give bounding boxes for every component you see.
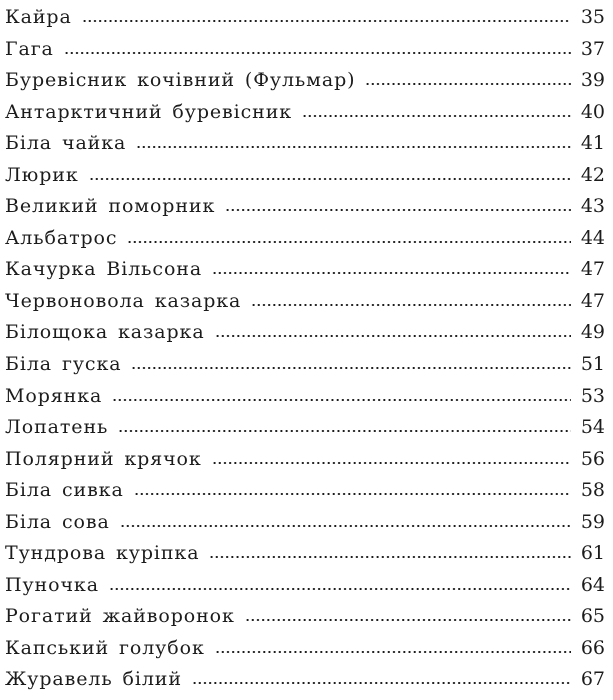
entry-title: Качурка Вільсона: [5, 258, 203, 281]
entry-page-number: 61: [580, 542, 605, 565]
toc-entry: [5, 570, 605, 602]
toc-entry: [5, 349, 605, 381]
entry-page-number: 42: [580, 163, 605, 186]
dot-leader: [302, 115, 571, 117]
entry-page-number: 66: [580, 636, 605, 659]
toc-entry: [5, 160, 605, 192]
dot-leader: [64, 52, 571, 54]
table-of-contents: [5, 2, 605, 696]
toc-entry: [5, 475, 605, 507]
entry-title: Біла чайка: [5, 132, 127, 155]
entry-title: Біла гуска: [5, 353, 122, 376]
toc-entry: [5, 507, 605, 539]
entry-page-number: 35: [580, 6, 605, 28]
entry-page-number: 41: [580, 132, 605, 155]
entry-page-number: 51: [580, 353, 605, 376]
entry-title: Кайра: [5, 6, 72, 28]
entry-page-number: 58: [580, 479, 605, 502]
toc-entry: [5, 601, 605, 633]
entry-title: Білощока казарка: [5, 321, 205, 344]
toc-entry: [5, 97, 605, 129]
toc-entry: [5, 381, 605, 413]
toc-entry: [5, 317, 605, 349]
dot-leader: [120, 525, 571, 527]
entry-page-number: 47: [580, 258, 605, 281]
entry-page-number: 54: [580, 416, 605, 439]
entry-title: Біла сивка: [5, 479, 124, 502]
entry-title: Альбатрос: [5, 226, 118, 249]
dot-leader: [209, 556, 571, 558]
entry-page-number: 37: [580, 37, 605, 60]
entry-page-number: 43: [580, 195, 605, 218]
entry-title: Рогатий жайворонок: [5, 605, 235, 628]
toc-entry: [5, 128, 605, 160]
entry-title: Пуночка: [5, 573, 99, 596]
toc-entry: [5, 254, 605, 286]
dot-leader: [365, 83, 571, 85]
entry-title: Журавель білий: [5, 668, 182, 691]
toc-entry: [5, 286, 605, 318]
entry-page-number: 49: [580, 321, 605, 344]
entry-page-number: 67: [580, 668, 605, 691]
dot-leader: [118, 430, 571, 432]
entry-page-number: 59: [580, 510, 605, 533]
dot-leader: [109, 588, 571, 590]
toc-entry: [5, 633, 605, 665]
dot-leader: [215, 651, 571, 653]
entry-title: Антарктичний буревісник: [5, 100, 293, 123]
entry-title: Гага: [5, 37, 54, 60]
entry-title: Морянка: [5, 384, 103, 407]
dot-leader: [131, 367, 571, 369]
dot-leader: [112, 399, 571, 401]
dot-leader: [192, 682, 571, 684]
dot-leader: [215, 335, 571, 337]
toc-entry: [5, 412, 605, 444]
dot-leader: [212, 462, 571, 464]
entry-title: Тундрова куріпка: [5, 542, 200, 565]
entry-page-number: 65: [580, 605, 605, 628]
entry-title: Люрик: [5, 163, 79, 186]
entry-page-number: 44: [580, 226, 605, 249]
toc-entry: [5, 538, 605, 570]
entry-title: Лопатень: [5, 416, 109, 439]
toc-entry: [5, 2, 605, 34]
toc-entry: [5, 223, 605, 255]
entry-title: Полярний крячок: [5, 447, 202, 470]
entry-page-number: 40: [580, 100, 605, 123]
entry-title: Червоновола казарка: [5, 289, 242, 312]
toc-entry: [5, 191, 605, 223]
entry-page-number: 53: [580, 384, 605, 407]
toc-entry: [5, 34, 605, 66]
entry-title: Біла сова: [5, 510, 110, 533]
entry-page-number: 39: [580, 69, 605, 92]
dot-leader: [251, 304, 571, 306]
toc-entry: [5, 444, 605, 476]
dot-leader: [89, 178, 571, 180]
toc-entry: [5, 65, 605, 97]
entry-page-number: 64: [580, 573, 605, 596]
entry-title: Великий поморник: [5, 195, 216, 218]
dot-leader: [134, 493, 571, 495]
entry-page-number: 47: [580, 289, 605, 312]
entry-title: Буревісник кочівний (Фульмар): [5, 69, 356, 92]
dot-leader: [212, 272, 571, 274]
dot-leader: [225, 209, 571, 211]
dot-leader: [82, 20, 571, 22]
dot-leader: [127, 241, 571, 243]
toc-entry: [5, 664, 605, 696]
entry-title: Капський голубок: [5, 636, 205, 659]
dot-leader: [136, 146, 571, 148]
entry-page-number: 56: [580, 447, 605, 470]
dot-leader: [245, 619, 571, 621]
